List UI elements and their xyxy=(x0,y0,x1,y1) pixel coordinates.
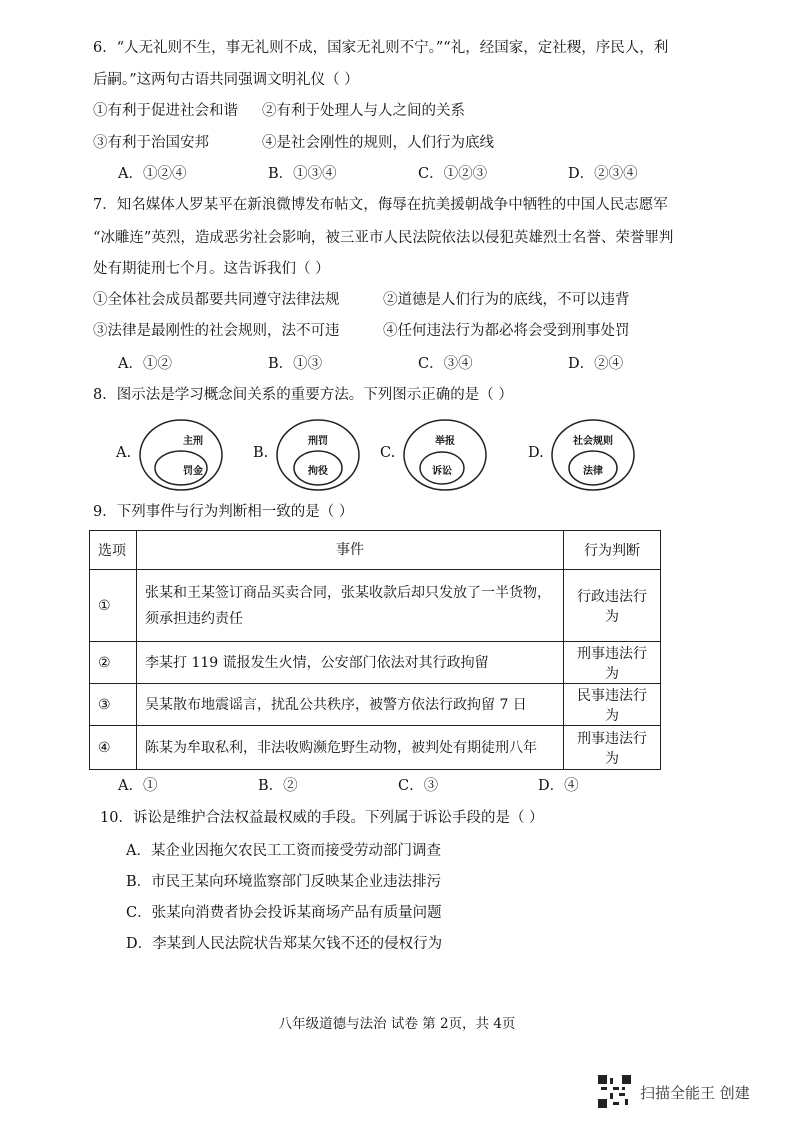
row-judgment: 刑事违法行为 xyxy=(564,642,661,684)
q10-option-c[interactable]: C．张某向消费者协会投诉某商场产品有质量问题 xyxy=(126,905,442,921)
row-event: 陈某为牟取私利，非法收购濒危野生动物，被判处有期徒刑八年 xyxy=(137,726,564,770)
q8-diagram-a-inner: 罚金 xyxy=(183,466,203,477)
row-event: 吴某散布地震谣言，扰乱公共秩序，被警方依法行政拘留 7 日 xyxy=(137,684,564,726)
q6-statement-2: ②有利于处理人与人之间的关系 xyxy=(262,103,465,119)
q7-option-b[interactable]: B．①③ xyxy=(268,356,323,372)
q8-diagram-a-outer: 主刑 xyxy=(183,436,203,447)
q8-diagram-b-inner: 拘役 xyxy=(308,466,328,477)
q9-option-b[interactable]: B．② xyxy=(258,778,298,794)
row-option: ② xyxy=(90,642,137,684)
row-event: 张某和王某签订商品买卖合同，张某收款后却只发放了一半货物，须承担违约责任 xyxy=(137,570,564,642)
scanner-watermark: 扫描全能王 创建 xyxy=(640,1084,750,1102)
q7-statement-4: ④任何违法行为都必将会受到刑事处罚 xyxy=(383,323,630,339)
q8-diagram-c[interactable] xyxy=(380,418,490,492)
q6-option-d[interactable]: D．②③④ xyxy=(568,166,638,182)
q6-options xyxy=(118,164,718,184)
q7-statement-1: ①全体社会成员都要共同遵守法律法规 xyxy=(93,292,340,308)
q7-stem-line3: 处有期徒刑七个月。这告诉我们（ ） xyxy=(93,261,330,277)
row-judgment: 行政违法行为 xyxy=(564,570,661,642)
q8-diagram-c-outer: 举报 xyxy=(435,436,455,447)
q6-option-c[interactable]: C．①②③ xyxy=(418,166,488,182)
venn-b-shape xyxy=(275,418,361,492)
row-option: ① xyxy=(90,570,137,642)
table-row xyxy=(90,570,661,642)
q7-stem-line1: 7．知名媒体人罗某平在新浪微博发布帖文，侮辱在抗美援朝战争中牺牲的中国人民志愿军 xyxy=(93,197,668,213)
table-header-row xyxy=(90,531,661,570)
q10-option-d[interactable]: D．李某到人民法院状告郑某欠钱不还的侵权行为 xyxy=(126,936,443,952)
q8-diagram-d-label: D. xyxy=(528,445,544,461)
page-footer: 八年级道德与法治 试卷 第 2页，共 4页 xyxy=(278,1016,516,1032)
header-judgment: 行为判断 xyxy=(564,531,661,570)
q8-diagram-b-label: B. xyxy=(253,445,269,461)
row-option: ③ xyxy=(90,684,137,726)
q6-option-b[interactable]: B．①③④ xyxy=(268,166,337,182)
header-option: 选项 xyxy=(90,531,137,570)
q8-diagram-c-inner: 诉讼 xyxy=(432,466,452,477)
q8-diagram-d[interactable] xyxy=(528,418,638,492)
q8-diagram-b-outer: 刑罚 xyxy=(308,436,328,447)
q9-option-a[interactable]: A．① xyxy=(118,778,158,794)
q6-stem-line2: 后嗣。”这两句古语共同强调文明礼仪（ ） xyxy=(93,72,359,88)
q9-event-table xyxy=(89,530,661,770)
venn-a-shape xyxy=(138,418,224,492)
table-row xyxy=(90,642,661,684)
q6-option-a[interactable]: A．①②④ xyxy=(118,166,187,182)
q7-statement-3: ③法律是最刚性的社会规则，法不可违 xyxy=(93,323,340,339)
q9-options xyxy=(118,776,718,796)
q9-stem: 9．下列事件与行为判断相一致的是（ ） xyxy=(93,504,354,520)
row-option: ④ xyxy=(90,726,137,770)
q6-statement-1: ①有利于促进社会和谐 xyxy=(93,103,238,119)
q7-option-c[interactable]: C．③④ xyxy=(418,356,473,372)
q7-stem-line2: “冰雕连”英烈，造成恶劣社会影响，被三亚市人民法院依法以侵犯英雄烈士名誉、荣誉罪判 xyxy=(93,230,674,246)
q10-option-b[interactable]: B．市民王某向环境监察部门反映某企业违法排污 xyxy=(126,874,442,890)
q7-statement-2: ②道德是人们行为的底线，不可以违背 xyxy=(383,292,630,308)
q7-option-d[interactable]: D．②④ xyxy=(568,356,624,372)
table-row xyxy=(90,726,661,770)
q8-diagram-a-label: A. xyxy=(116,445,132,461)
header-event: 事件 xyxy=(137,531,564,570)
row-judgment: 刑事违法行为 xyxy=(564,726,661,770)
q8-diagram-c-label: C. xyxy=(380,445,396,461)
q7-option-a[interactable]: A．①② xyxy=(118,356,172,372)
q6-statement-4: ④是社会刚性的规则，人们行为底线 xyxy=(262,135,494,151)
q8-diagram-d-outer: 社会规则 xyxy=(573,436,613,447)
q7-options xyxy=(118,354,718,374)
q6-statement-3: ③有利于治国安邦 xyxy=(93,135,209,151)
q9-option-d[interactable]: D．④ xyxy=(538,778,579,794)
q10-stem: 10．诉讼是维护合法权益最权威的手段。下列属于诉讼手段的是（ ） xyxy=(100,810,544,826)
q8-diagram-d-inner: 法律 xyxy=(583,466,603,477)
q8-diagram-b[interactable] xyxy=(253,418,363,492)
q10-option-a[interactable]: A．某企业因拖欠农民工工资而接受劳动部门调查 xyxy=(126,843,441,859)
table-row xyxy=(90,684,661,726)
q9-option-c[interactable]: C．③ xyxy=(398,778,439,794)
qr-code-icon xyxy=(598,1075,631,1108)
q6-stem-line1: 6．“人无礼则不生，事无礼则不成，国家无礼则不宁。”“礼，经国家，定社稷，序民人，利 xyxy=(93,40,669,56)
row-judgment: 民事违法行为 xyxy=(564,684,661,726)
row-event: 李某打 119 谎报发生火情，公安部门依法对其行政拘留 xyxy=(137,642,564,684)
venn-c-shape xyxy=(402,418,488,492)
venn-d-shape xyxy=(550,418,636,492)
q8-stem: 8．图示法是学习概念间关系的重要方法。下列图示正确的是（ ） xyxy=(93,387,513,403)
q8-diagram-a[interactable] xyxy=(116,418,226,492)
